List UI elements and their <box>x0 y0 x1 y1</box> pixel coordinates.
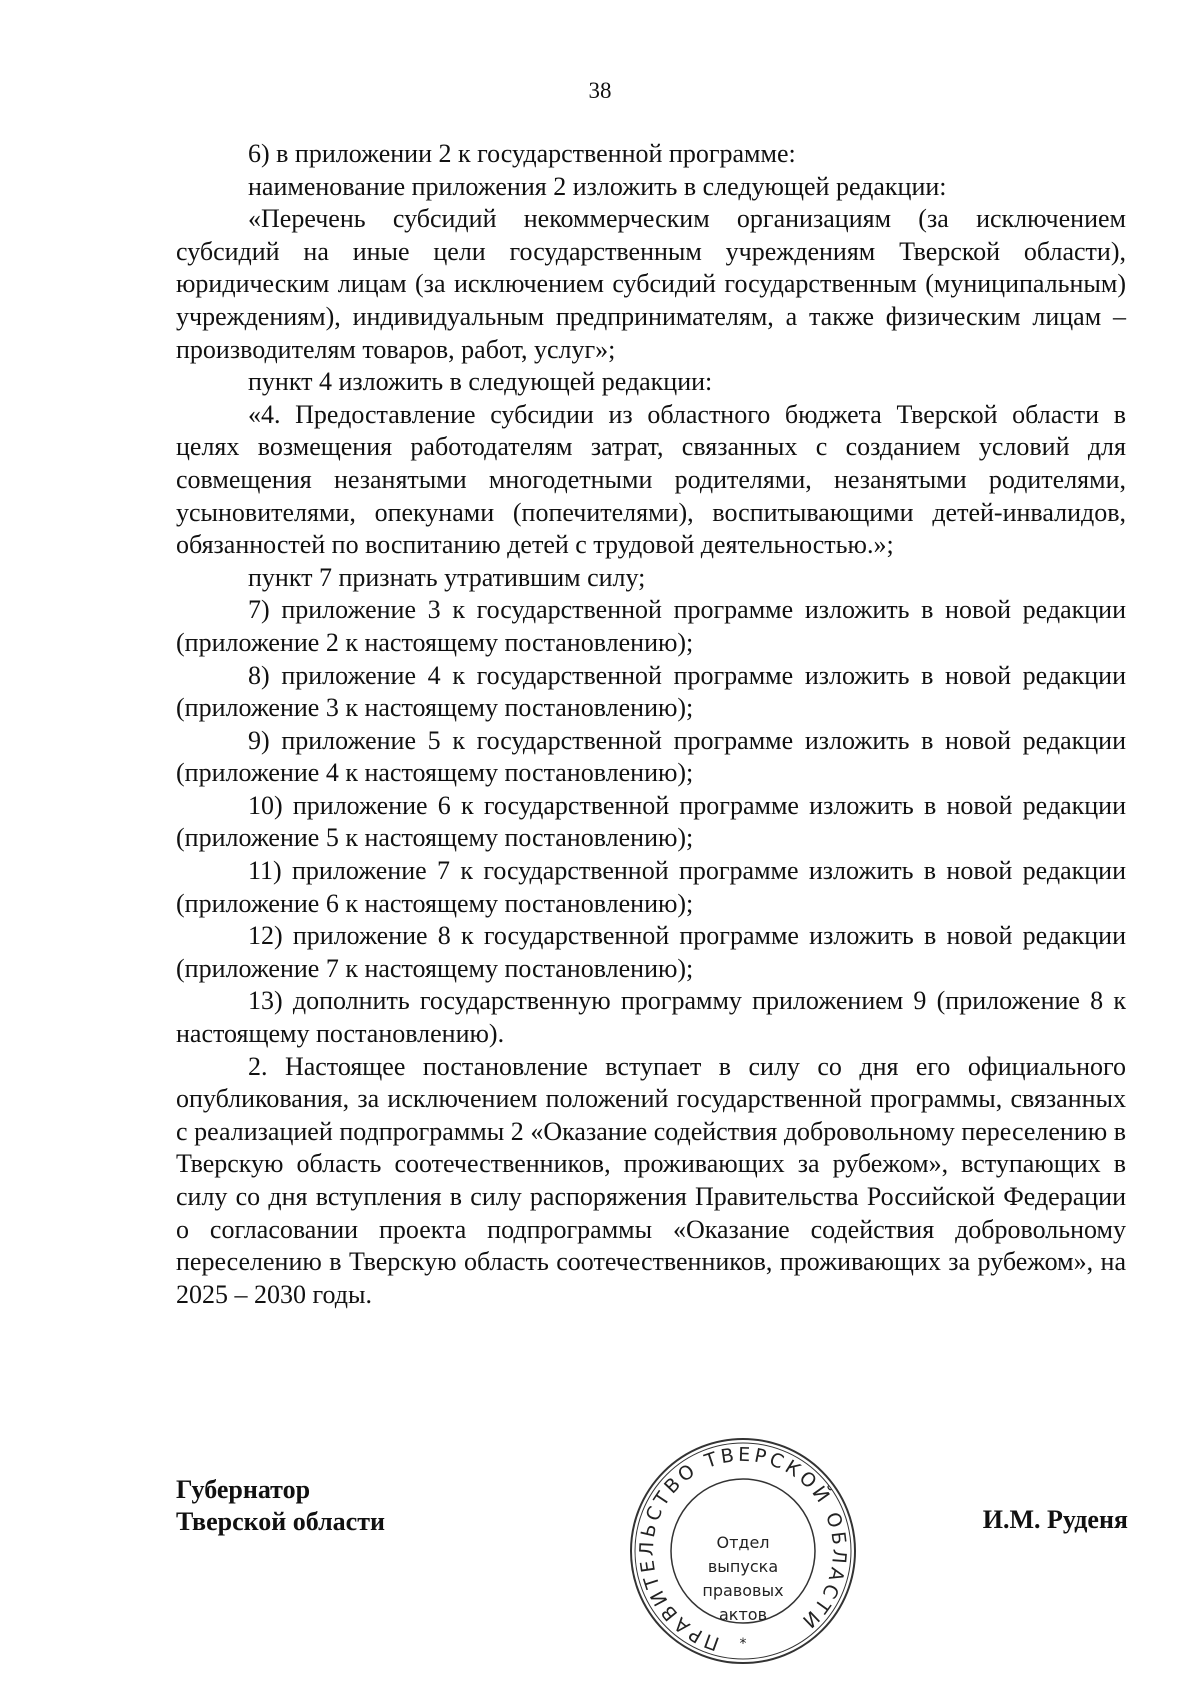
stamp-star: * <box>739 1636 747 1652</box>
stamp-line: выпуска <box>707 1557 779 1576</box>
paragraph: пункт 7 признать утратившим силу; <box>248 562 646 592</box>
stamp-line: актов <box>718 1605 767 1624</box>
stamp-ring-textpath: ПРАВИТЕЛЬСТВО ТВЕРСКОЙ ОБЛАСТИ <box>635 1443 851 1655</box>
signatory-name: И.М. Руденя <box>982 1505 1128 1534</box>
stamp-line: Отдел <box>716 1533 770 1552</box>
paragraph: 8) приложение 4 к государственной программе изложить в новой редакции (приложение 3 к настоящему постановлению); <box>176 660 1126 723</box>
paragraph: 12) приложение 8 к государственной программе изложить в новой редакции (приложение 7 к настоящему постановлению); <box>176 921 1126 983</box>
paragraph: «4. Предоставление субсидии из областного бюджета Тверской области в целях возмещения работодателям затрат, связанных с созданием условий для совмещения незанятыми многодетными родителями, незанятыми родителями, усыновителями, опекунами (попечителями), воспитывающими детей-инвалидов, обязанностей по воспитанию детей с трудовой деятельностью.»; <box>176 399 1126 560</box>
paragraph: 9) приложение 5 к государственной программе изложить в новой редакции (приложение 4 к настоящему постановлению); <box>176 725 1126 788</box>
paragraph: пункт 4 изложить в следующей редакции: <box>248 367 713 397</box>
paragraph: 7) приложение 3 к государственной программе изложить в новой редакции (приложение 2 к настоящему постановлению); <box>176 595 1126 657</box>
signatory-title <box>176 1474 385 1538</box>
paragraph: наименование приложения 2 изложить в следующей редакции: <box>248 171 947 201</box>
paragraph: 2. Настоящее постановление вступает в силу со дня его официального опубликования, за исключением положений государственной программы, связанных с реализацией подпрограммы 2 «Оказание содействия добровольному переселению в Тверскую область соотечественников, проживающих за рубежом», вступающих в силу со дня вступления в силу распоряжения Правительства Российской Федерации о согласовании проекта подпрограммы «Оказание содействия добровольному переселению в Тверскую область соотечественников, проживающих за рубежом», на 2025 – 2030 годы. <box>176 1051 1126 1309</box>
paragraph: 11) приложение 7 к государственной программе изложить в новой редакции (приложение 6 к настоящему постановлению); <box>176 856 1126 918</box>
paragraph: 10) приложение 6 к государственной программе изложить в новой редакции (приложение 5 к настоящему постановлению); <box>176 790 1126 853</box>
paragraph: 13) дополнить государственную программу приложением 9 (приложение 8 к настоящему постановлению). <box>176 986 1126 1049</box>
stamp-line: правовых <box>702 1581 784 1600</box>
stamp-center-text <box>627 1531 859 1627</box>
page-number: 38 <box>588 78 612 103</box>
paragraph: «Перечень субсидий некоммерческим организациям (за исключением субсидий на иные цели государственным учреждениям Тверской области), юридическим лицам (за исключением субсидий государственным (муниципальным) учреждениям), индивидуальным предпринимателям, а также физическим лицам – производителям товаров, работ, услуг»; <box>176 204 1126 364</box>
paragraph: 6) в приложении 2 к государственной программе: <box>248 139 796 168</box>
signatory-title-line: Тверской области <box>176 1507 385 1536</box>
document-body <box>176 138 1126 1311</box>
signatory-title-line: Губернатор <box>176 1475 311 1504</box>
official-stamp <box>627 1436 859 1666</box>
